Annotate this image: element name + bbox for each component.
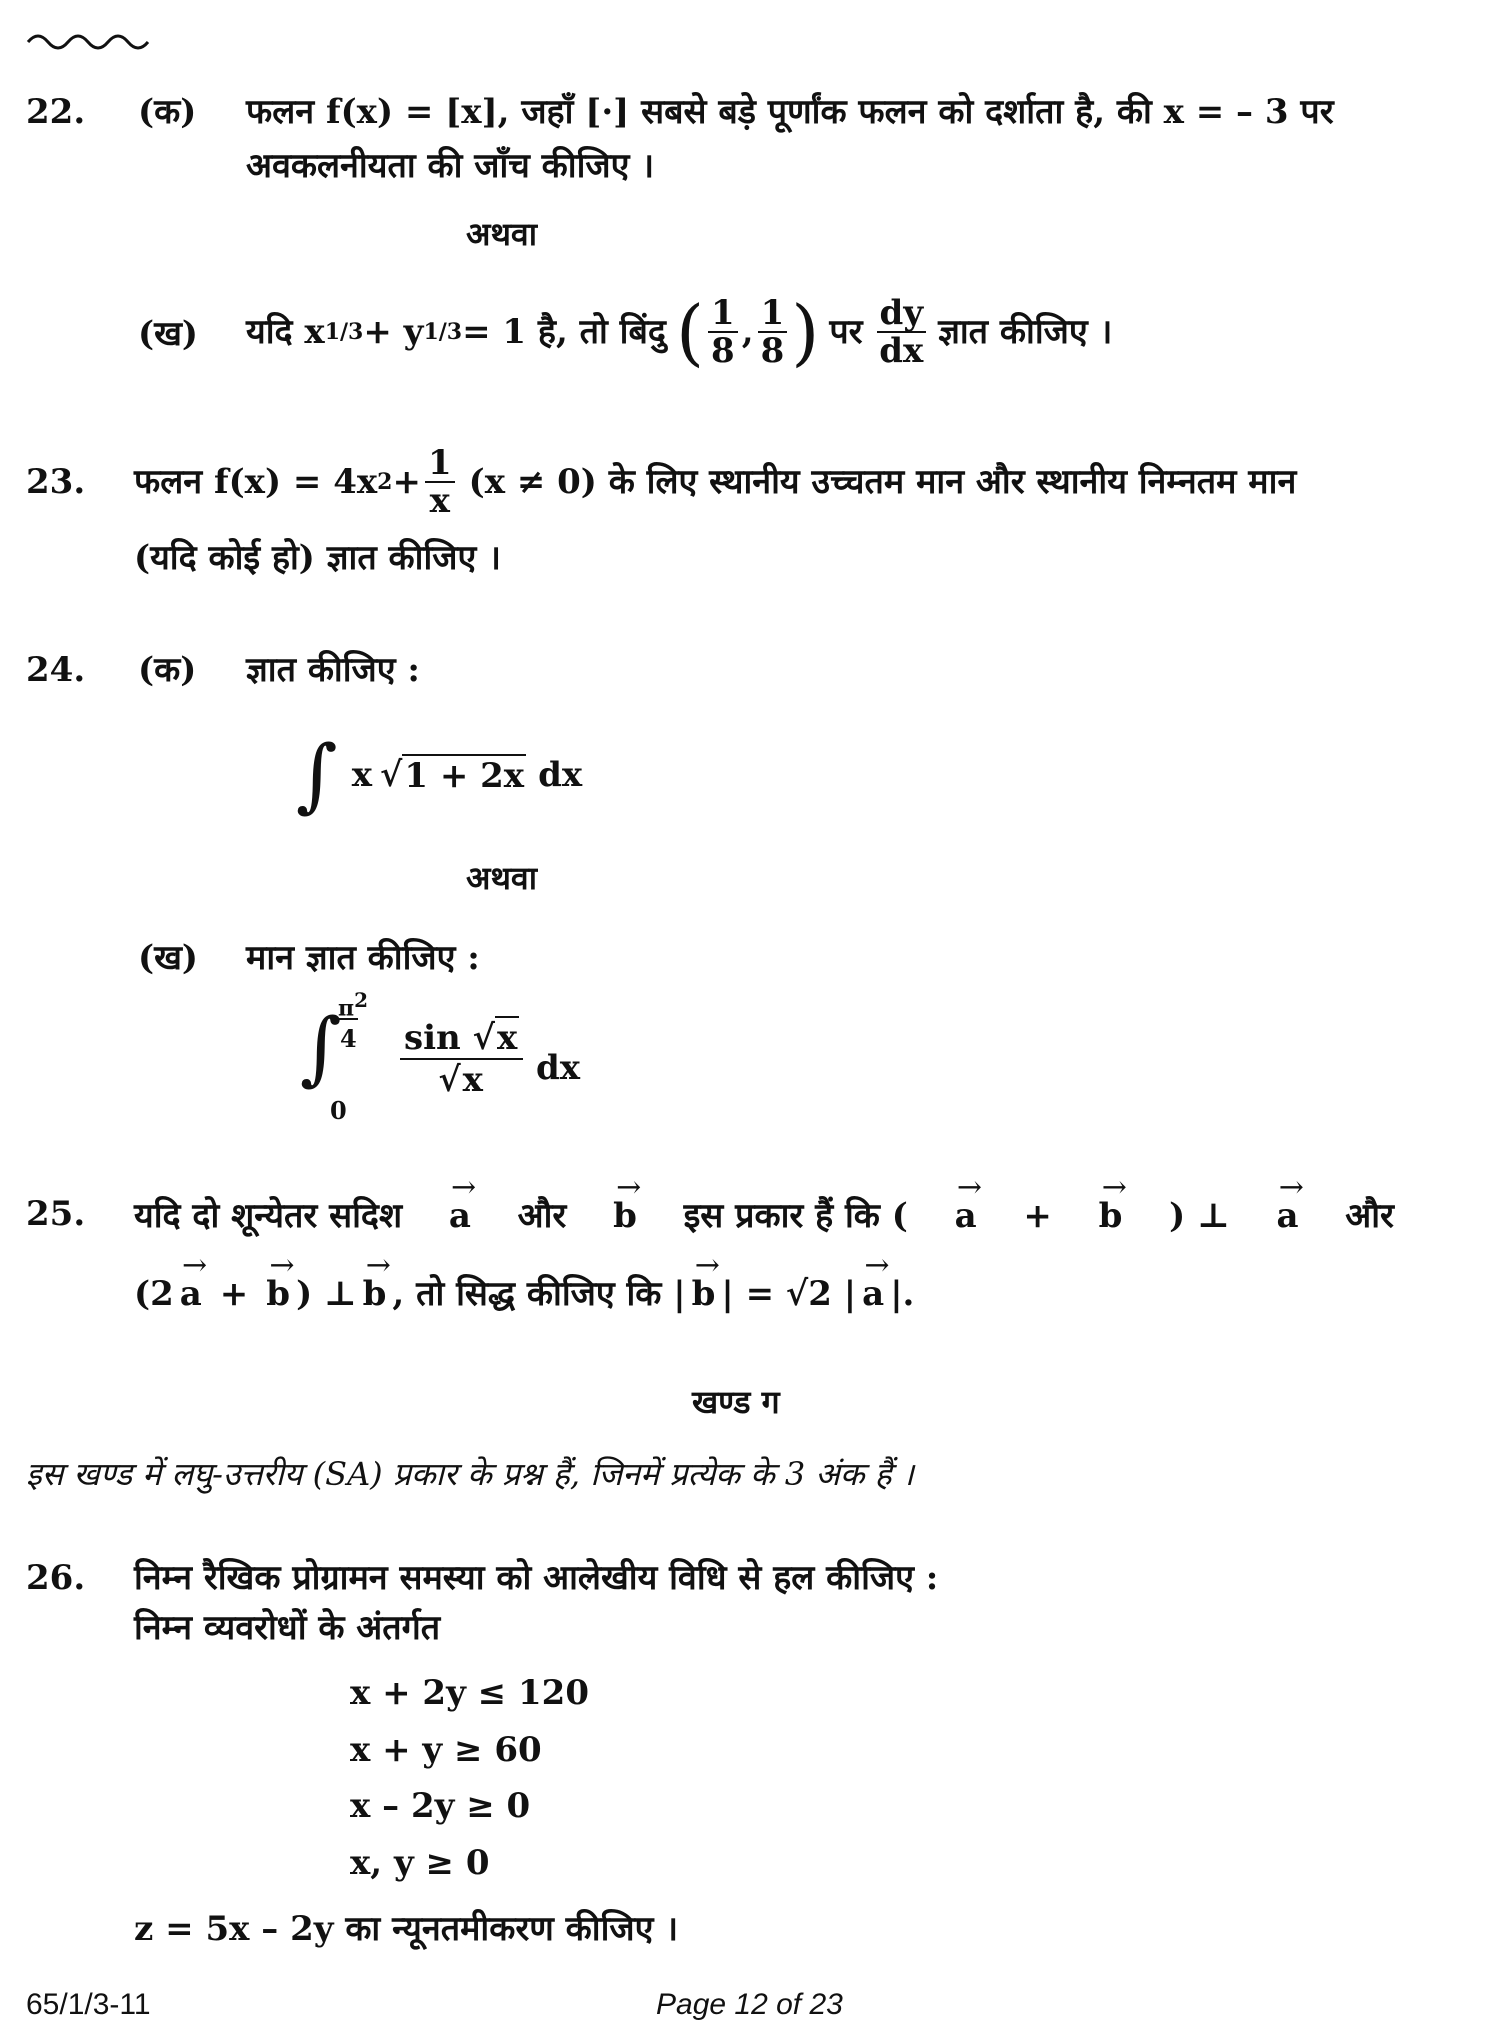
question-text: यदि x 1/3 + y 1/3 = 1 है, तो बिंदु ( $\frac{1}{8}$ , $\frac{1}{8}$ ) पर $\frac{dy}{dx}$ ज्ञात कीजिए । xyxy=(246,290,1113,374)
question-text: फलन f(x) = [x], जहाँ [·] सबसे बड़े पूर्णांक फलन को दर्शाता है, की x = – 3 पर xyxy=(246,92,1334,132)
question-text: मान ज्ञात कीजिए : xyxy=(246,938,480,978)
question-text: (यदि कोई हो) ज्ञात कीजिए । xyxy=(134,538,502,578)
question-text: (2 → a + → b ) ⊥ → b , तो सिद्ध कीजिए कि | → b | = √2 | → a |. xyxy=(134,1264,914,1314)
question-text: निम्न व्यवरोधों के अंतर्गत xyxy=(134,1608,441,1648)
question-number: 23. xyxy=(26,462,86,502)
vector-a: → a xyxy=(449,1186,471,1236)
vector-b: → b xyxy=(1099,1186,1123,1236)
question-number: 25. xyxy=(26,1194,86,1234)
paper-code: 65/1/3-11 xyxy=(26,1988,151,2021)
question-text: निम्न रैखिक प्रोग्रामन समस्या को आलेखीय विधि से हल कीजिए : xyxy=(134,1558,939,1598)
or-separator: अथवा xyxy=(466,215,537,253)
constraint: x + 2y ≤ 120 xyxy=(350,1673,589,1713)
derivative: $\frac{dy}{dx}$ xyxy=(877,295,927,369)
constraint: x + y ≥ 60 xyxy=(350,1730,542,1770)
fraction: $\frac{1}{8}$ xyxy=(708,295,738,369)
section-instructions: इस खण्ड में लघु-उत्तरीय (SA) प्रकार के प्रश्न हैं, जिनमें प्रत्येक के 3 अंक हैं । xyxy=(26,1455,914,1493)
part-label-a: (क) xyxy=(138,650,197,690)
integral-expression: ∫ x √ 1 + 2x dx xyxy=(296,728,583,821)
fraction: $\frac{1}{x}$ xyxy=(425,445,455,519)
question-number: 22. xyxy=(26,92,86,132)
question-text: यदि दो शून्येतर सदिश → a और → b इस प्रकार हैं कि ( → a + → b ) ⊥ → a और xyxy=(134,1186,1394,1236)
fraction: sin √x √x xyxy=(400,1018,523,1100)
question-text: ज्ञात कीजिए : xyxy=(246,650,420,690)
definite-integral: ∫ $\pi^2$ 4 0 sin √x √x dx xyxy=(300,988,581,1125)
constraint: x – 2y ≥ 0 xyxy=(350,1786,531,1826)
vector-b: → b xyxy=(613,1186,637,1236)
integral-sign-icon: ∫ xyxy=(300,1001,342,1094)
wavy-line-icon xyxy=(26,28,156,56)
fraction: $\frac{1}{8}$ xyxy=(758,295,788,369)
question-number: 24. xyxy=(26,650,86,690)
part-label-a: (क) xyxy=(138,92,197,132)
integral-sign-icon: ∫ xyxy=(296,728,338,821)
vector-a: → a xyxy=(955,1186,977,1236)
section-title: खण्ड ग xyxy=(692,1383,780,1421)
question-number: 26. xyxy=(26,1558,86,1598)
paren-open: ( xyxy=(675,290,705,374)
constraint: x, y ≥ 0 xyxy=(350,1843,490,1883)
paren-close: ) xyxy=(791,290,820,374)
vector-a: → a xyxy=(1276,1186,1298,1236)
question-text: अवकलनीयता की जाँच कीजिए । xyxy=(246,146,655,186)
question-text: फलन f(x) = 4x 2 + $\frac{1}{x}$ (x ≠ 0) के लिए स्थानीय उच्चतम मान और स्थानीय निम्नतम मान xyxy=(134,443,1297,521)
objective-function: z = 5x – 2y का न्यूनतमीकरण कीजिए । xyxy=(134,1909,679,1949)
part-label-b: (ख) xyxy=(138,938,198,978)
part-label-b: (ख) xyxy=(138,314,198,354)
or-separator: अथवा xyxy=(466,859,537,897)
page-number: Page 12 of 23 xyxy=(656,1988,843,2021)
